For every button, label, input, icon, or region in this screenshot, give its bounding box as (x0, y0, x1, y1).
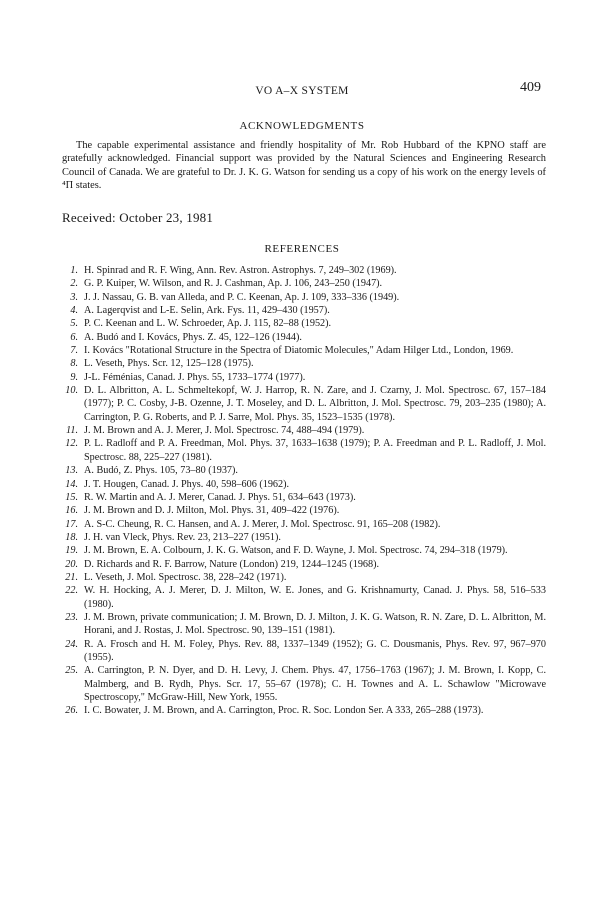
reference-text: G. P. Kuiper, W. Wilson, and R. J. Cashman, Ap. J. 106, 243–250 (1947). (84, 278, 383, 290)
reference-text: D. L. Albritton, A. L. Schmeltekopf, W. J. Harrop, R. N. Zare, and J. Czarny, J. Mol. Spectrosc. 67, 157–184 (1977); P. C. Cosby, J-B. Ozenne, J. T. Moseley, and D. L. Albritton, J. Mol. Spectrosc. 79, 203–235 (1980); A. Carrington, P. G. Roberts, and P. J. Sarre, Mol. Phys. 35, 1523–1535 (1978). (84, 385, 546, 423)
reference-text: D. Richards and R. F. Barrow, Nature (London) 219, 1244–1245 (1968). (84, 558, 380, 570)
reference-text: A. Budó, Z. Phys. 105, 73–80 (1937). (84, 465, 238, 477)
reference-number: 20. (65, 558, 78, 570)
reference-item (62, 638, 546, 665)
reference-number: 11. (66, 425, 78, 437)
reference-text: J. M. Brown, E. A. Colbourn, J. K. G. Watson, and F. D. Wayne, J. Mol. Spectrosc. 74, 294–318 (1979). (84, 545, 508, 557)
reference-text: I. C. Bowater, J. M. Brown, and A. Carrington, Proc. R. Soc. London Ser. A 333, 265–288 (1973). (84, 705, 484, 717)
reference-number: 21. (65, 571, 78, 583)
reference-item (62, 331, 546, 344)
reference-number: 14. (65, 478, 78, 490)
reference-text: A. Carrington, P. N. Dyer, and D. H. Levy, J. Chem. Phys. 47, 1756–1763 (1967); J. M. Brown, I. Kopp, C. Malmberg, and B. Rydh, Phys. Scr. 17, 55–67 (1978); C. H. Townes and A. L. Schawlow "Microwave Spectroscopy," McGraw-Hill, New York, 1955. (84, 665, 546, 703)
reference-text: H. Spinrad and R. F. Wing, Ann. Rev. Astron. Astrophys. 7, 249–302 (1969). (84, 265, 397, 276)
reference-item (62, 478, 546, 491)
reference-text: J. M. Brown and D. J. Milton, Mol. Phys. 31, 409–422 (1976). (84, 505, 340, 517)
reference-number: 23. (65, 611, 78, 623)
reference-text: A. Budó and I. Kovács, Phys. Z. 45, 122–126 (1944). (84, 331, 302, 343)
reference-text: P. C. Keenan and L. W. Schroeder, Ap. J. 115, 82–88 (1952). (84, 318, 332, 330)
reference-number: 8. (70, 358, 78, 370)
reference-number: 19. (65, 545, 78, 557)
reference-number: 17. (65, 518, 78, 530)
reference-item (62, 464, 546, 477)
reference-text: J. H. van Vleck, Phys. Rev. 23, 213–227 (1951). (84, 531, 281, 543)
reference-item (62, 437, 546, 464)
reference-number: 7. (70, 345, 78, 357)
reference-number: 25. (65, 665, 78, 677)
received-date: Received: October 23, 1981 (62, 210, 214, 225)
reference-number: 22. (65, 585, 78, 597)
reference-text: R. A. Frosch and H. M. Foley, Phys. Rev. 88, 1337–1349 (1952); G. C. Dousmanis, Phys. Rev. 97, 967–970 (1955). (84, 638, 546, 663)
reference-item (62, 558, 546, 571)
reference-number: 24. (65, 638, 78, 650)
reference-text: R. W. Martin and A. J. Merer, Canad. J. Phys. 51, 634–643 (1973). (84, 491, 356, 503)
reference-number: 1. (70, 265, 78, 276)
reference-item (62, 317, 546, 330)
reference-item (62, 304, 546, 317)
reference-item (62, 344, 546, 357)
reference-text: A. S-C. Cheung, R. C. Hansen, and A. J. Merer, J. Mol. Spectrosc. 91, 165–208 (1982). (84, 518, 441, 530)
reference-item (62, 531, 546, 544)
reference-text: J-L. Féménias, Canad. J. Phys. 55, 1733–1774 (1977). (84, 371, 306, 383)
reference-item (62, 384, 546, 424)
reference-text: L. Veseth, Phys. Scr. 12, 125–128 (1975). (84, 358, 254, 370)
references-list (62, 264, 546, 718)
reference-number: 3. (70, 291, 78, 303)
reference-text: P. L. Radloff and P. A. Freedman, Mol. Phys. 37, 1633–1638 (1979); P. A. Freedman and P. L. Radloff, J. Mol. Spectrosc. 88, 225–227 (1981). (84, 438, 546, 463)
reference-item (62, 371, 546, 384)
reference-item (62, 491, 546, 504)
reference-item (62, 264, 546, 277)
reference-item (62, 291, 546, 304)
reference-item (62, 584, 546, 611)
reference-text: A. Lagerqvist and L-E. Selin, Ark. Fys. 11, 429–430 (1957). (84, 305, 330, 317)
reference-number: 5. (70, 318, 78, 330)
page-number: 409 (520, 80, 541, 95)
reference-item (62, 518, 546, 531)
reference-number: 13. (65, 465, 78, 477)
reference-number: 18. (65, 531, 78, 543)
reference-number: 15. (65, 491, 78, 503)
reference-number: 12. (65, 438, 78, 450)
reference-item (62, 664, 546, 704)
reference-text: J. T. Hougen, Canad. J. Phys. 40, 598–606 (1962). (84, 478, 290, 490)
acknowledgments-text: The capable experimental assistance and friendly hospitality of Mr. Rob Hubbard of the KPNO staff are gratefully acknowledged. Financial support was provided by the Natural Sciences and Engineering Research Council of Canada. We are grateful to Dr. J. K. G. Watson for sending us a copy of his work on the energy levels of ⁴Π states. (62, 140, 546, 192)
reference-item (62, 571, 546, 584)
reference-number: 6. (70, 331, 78, 343)
reference-text: W. H. Hocking, A. J. Merer, D. J. Milton, W. E. Jones, and G. Krishnamurty, Canad. J. Phys. 58, 516–533 (1980). (84, 585, 546, 610)
acknowledgments-title: ACKNOWLEDGMENTS (239, 120, 365, 132)
reference-item (62, 277, 546, 290)
reference-text: J. M. Brown, private communication; J. M. Brown, D. J. Milton, J. K. G. Watson, R. N. Zare, D. L. Albritton, M. Horani, and J. Rostas, J. Mol. Spectrosc. 90, 139–151 (1981). (84, 611, 546, 637)
running-title: VO A–X SYSTEM (255, 85, 349, 97)
references-title: REFERENCES (264, 243, 340, 255)
reference-item (62, 544, 546, 557)
reference-text: J. M. Brown and A. J. Merer, J. Mol. Spectrosc. 74, 488–494 (1979). (84, 425, 365, 437)
reference-item (62, 357, 546, 370)
reference-item (62, 504, 546, 517)
reference-item (62, 704, 546, 717)
reference-item (62, 424, 546, 437)
reference-text: L. Veseth, J. Mol. Spectrosc. 38, 228–242 (1971). (84, 571, 287, 583)
reference-number: 2. (70, 278, 78, 290)
reference-text: J. J. Nassau, G. B. van Alleda, and P. C. Keenan, Ap. J. 109, 333–336 (1949). (84, 291, 400, 303)
reference-text: I. Kovács "Rotational Structure in the Spectra of Diatomic Molecules," Adam Hilger Ltd., London, 1969. (84, 345, 514, 357)
reference-number: 4. (70, 305, 78, 317)
reference-number: 9. (70, 371, 78, 383)
reference-number: 26. (65, 705, 78, 717)
reference-item (62, 611, 546, 638)
reference-number: 10. (65, 385, 78, 397)
reference-number: 16. (65, 505, 78, 517)
